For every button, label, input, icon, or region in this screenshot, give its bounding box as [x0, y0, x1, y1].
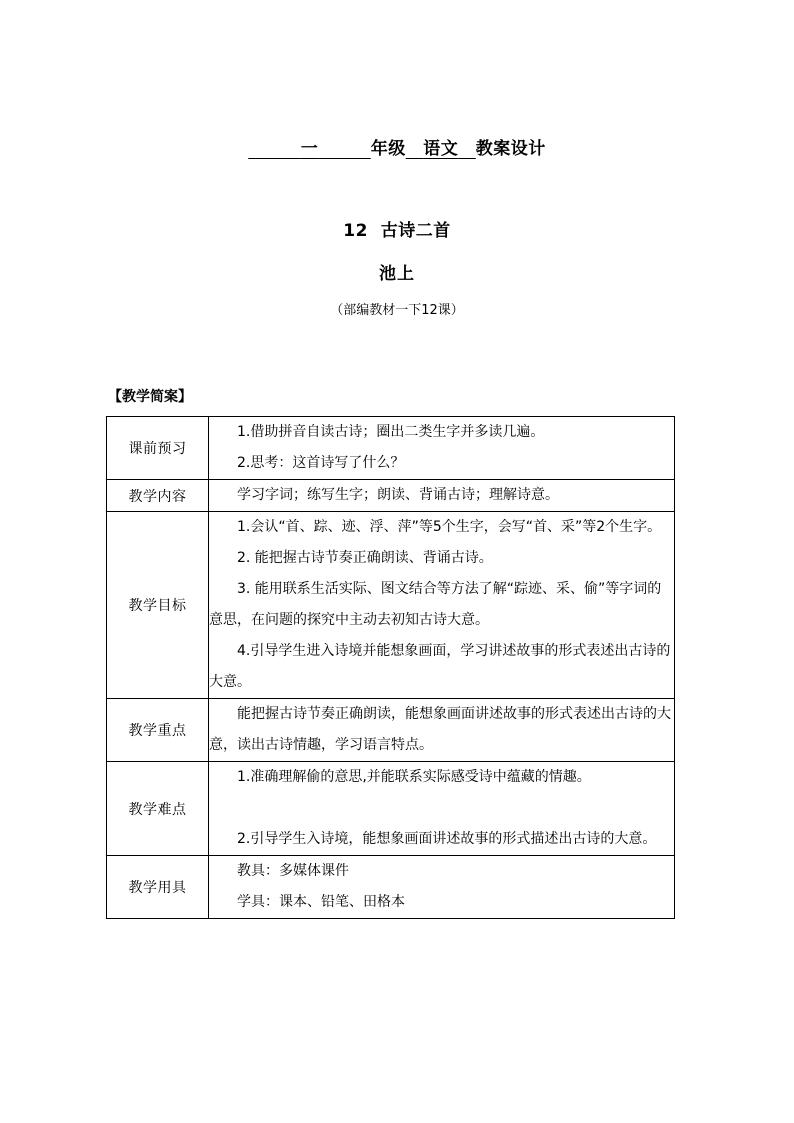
row-label-difficulties: 教学难点	[107, 762, 209, 856]
row-content-content	[209, 480, 675, 512]
key-point-line-1: 能把握古诗节奏正确朗读，能想象画面讲述故事的形式表述出古诗的大意，读出古诗情趣，学习语言特点。	[209, 706, 671, 753]
objective-line-3: 3. 能用联系生活实际、图文结合等方法了解“踪迹、采、偷”等字词的意思，在问题的探究中主动去初知古诗大意。	[209, 581, 662, 628]
subject-field	[406, 139, 476, 159]
tools-line-2: 学具：课本、铅笔、田格本	[237, 894, 405, 910]
blank-spacer	[209, 793, 674, 824]
lesson-plan-table	[106, 416, 675, 919]
difficulty-line-2: 2.引导学生入诗境，能想象画面讲述故事的形式描述出古诗的大意。	[237, 831, 657, 847]
doc-type-label: 教案设计	[475, 139, 546, 159]
table-row-tools	[107, 856, 675, 919]
grade-blank-trailing	[318, 139, 371, 159]
subject-blank-trailing	[458, 139, 476, 159]
document-header	[0, 134, 794, 159]
tools-line-1: 教具：多媒体课件	[237, 863, 349, 879]
preview-line-1: 1.借助拼音自读古诗；圈出二类生字并多读几遍。	[237, 424, 545, 440]
row-content-difficulties	[209, 762, 675, 856]
grade-field	[248, 139, 371, 159]
row-label-key-points: 教学重点	[107, 699, 209, 762]
grade-blank-leading	[248, 139, 301, 159]
row-content-key-points	[209, 699, 675, 762]
difficulty-line-1: 1.准确理解偷的意思,并能联系实际感受诗中蕴藏的情趣。	[237, 769, 591, 785]
objective-line-4: 4.引导学生进入诗境并能想象画面，学习讲述故事的形式表述出古诗的大意。	[209, 643, 671, 690]
section-label: 【教学简案】	[108, 389, 192, 405]
row-content-objectives	[209, 512, 675, 699]
table-row-key-points	[107, 699, 675, 762]
grade-suffix: 年级	[370, 139, 406, 159]
row-content-preview	[209, 417, 675, 480]
subject-value: 语文	[423, 139, 459, 159]
edition-note: （部编教材一下12课）	[330, 303, 464, 318]
row-label-tools: 教学用具	[107, 856, 209, 919]
objective-line-2: 2. 能把握古诗节奏正确朗读、背诵古诗。	[237, 550, 493, 566]
table-row-preview	[107, 417, 675, 480]
row-label-preview: 课前预习	[107, 417, 209, 480]
objective-line-1: 1.会认“首、踪、迹、浮、萍”等5个生字，会写“首、采”等2个生字。	[237, 519, 662, 535]
row-label-content: 教学内容	[107, 480, 209, 512]
row-content-tools	[209, 856, 675, 919]
preview-line-2: 2.思考：这首诗写了什么？	[237, 455, 405, 471]
table-row-content	[107, 480, 675, 512]
lesson-title: 12 古诗二首	[343, 221, 451, 241]
table-row-objectives	[107, 512, 675, 699]
grade-value: 一	[300, 139, 319, 159]
content-line-1: 学习字词；练写生字；朗读、背诵古诗；理解诗意。	[237, 487, 559, 503]
subject-blank-leading	[406, 139, 424, 159]
poem-title: 池上	[379, 264, 415, 284]
row-label-objectives: 教学目标	[107, 512, 209, 699]
table-row-difficulties	[107, 762, 675, 856]
